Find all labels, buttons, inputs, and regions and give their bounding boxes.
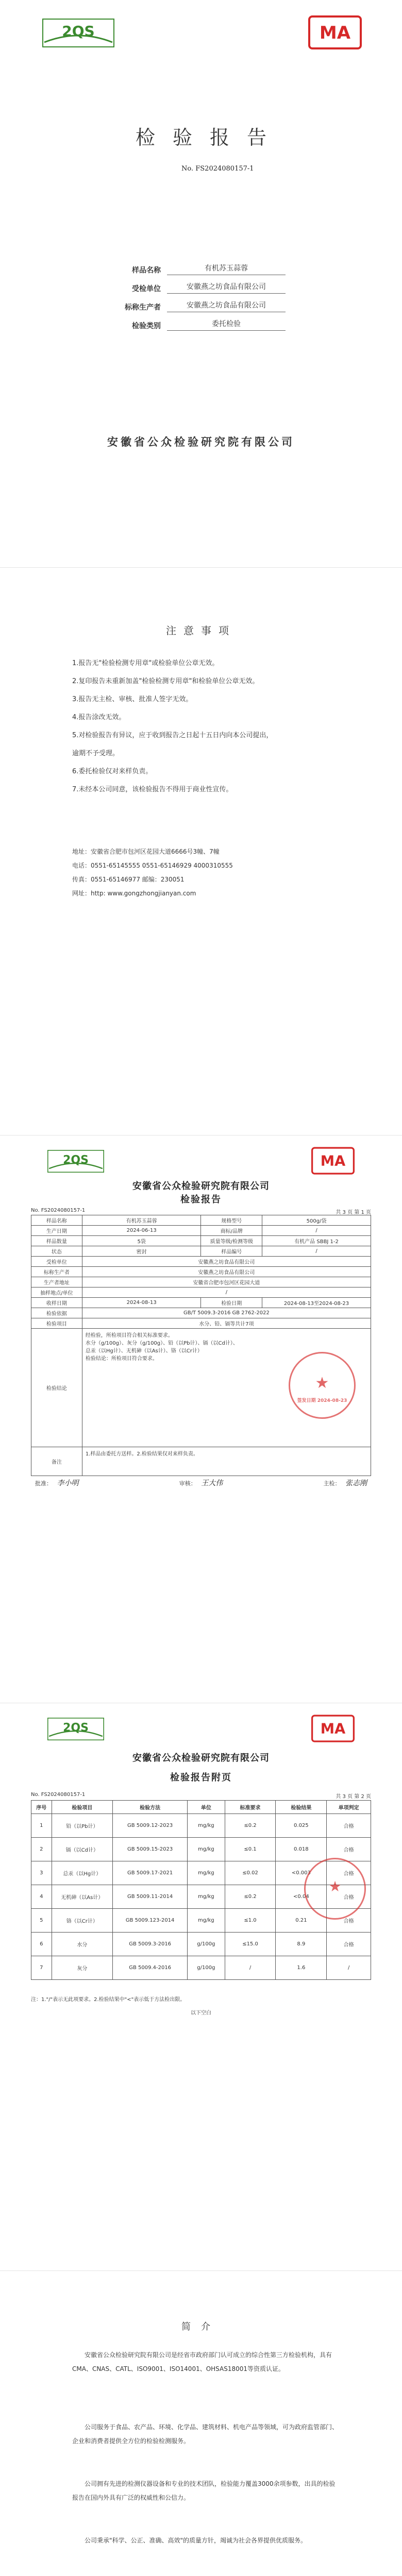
cell-value: 500g/袋 xyxy=(262,1215,371,1226)
cell: 6 xyxy=(31,1933,52,1956)
cma-logo xyxy=(308,15,362,49)
report-no: No. FS2024080157-1 xyxy=(31,1208,86,1213)
table-row xyxy=(31,1838,371,1861)
conclusion-label: 检验结论 xyxy=(31,1329,82,1447)
contact-fax: 传真：0551-65146977 邮编：230051 xyxy=(72,876,185,883)
cell-label: 规格型号 xyxy=(201,1215,262,1226)
cell: 合格 xyxy=(327,1861,371,1885)
cover-field-value: 有机苏玉蒜蓉 xyxy=(167,263,286,275)
contact-address: 地址：安徽省合肥市包河区花园大道6666号3幢、7幢 xyxy=(72,848,220,855)
cell: <0.04 xyxy=(276,1885,327,1909)
report-table xyxy=(31,1215,371,1476)
seal-text: 签发日期 2024-08-23 xyxy=(297,1398,347,1403)
cell-label: 样品名称 xyxy=(31,1215,82,1226)
cover-field-row xyxy=(115,275,286,294)
cell: <0.003 xyxy=(276,1861,327,1885)
cell: 0.018 xyxy=(276,1838,327,1861)
cell-label: 标称生产者 xyxy=(31,1267,82,1277)
cell: 2 xyxy=(31,1838,52,1861)
report-number-label: No. xyxy=(181,165,194,173)
cell-value: 安徽省合肥市包河区花园大道 xyxy=(82,1277,371,1287)
approver-label: 批准： xyxy=(35,1480,52,1487)
table-row xyxy=(31,1318,371,1329)
report-number xyxy=(181,165,254,173)
column-header: 检验方法 xyxy=(113,1801,188,1814)
cell: GB 5009.15-2023 xyxy=(113,1838,188,1861)
page-indicator: 共 3 页 第 2 页 xyxy=(336,1794,371,1800)
note-item: 3.报告无主检、审核、批准人签字无效。 xyxy=(72,696,193,703)
column-header: 单项判定 xyxy=(327,1801,371,1814)
table-row xyxy=(31,1308,371,1318)
reviewer-signature: 王大伟 xyxy=(201,1479,223,1487)
intro-page xyxy=(0,2271,402,2576)
remarks-row xyxy=(31,1447,371,1476)
cell: mg/kg xyxy=(188,1909,225,1933)
cell: 4 xyxy=(31,1885,52,1909)
intro-paragraph: 公司服务于食品、农产品、环境、化学品、建筑材料、机电产品等领域，可为政府监管部门、企业和消费者提供全方位的检验检测服务。 xyxy=(72,2424,339,2445)
intro-paragraph: 公司秉承"科学、公正、准确、高效"的质量方针，竭诚为社会各界提供优质服务。 xyxy=(85,2537,307,2544)
cell: GB 5009.12-2023 xyxy=(113,1814,188,1838)
table-row xyxy=(31,1267,371,1277)
official-seal xyxy=(289,1352,356,1419)
remarks-label: 备注 xyxy=(31,1447,82,1476)
intro-paragraph: 公司拥有先进的检测仪器设备和专业的技术团队，检验能力覆盖3000余项参数，出具的检验报告在国内外具有广泛的权威性和公信力。 xyxy=(72,2480,336,2501)
cell-value: / xyxy=(82,1287,371,1298)
cell-label: 收样日期 xyxy=(31,1298,82,1308)
cell: mg/kg xyxy=(188,1814,225,1838)
company-logo xyxy=(47,1718,104,1740)
cell-label: 生产日期 xyxy=(31,1226,82,1236)
cell-label: 质量等级/检测等级 xyxy=(201,1236,262,1246)
cover-field-row xyxy=(115,294,286,312)
cell: 5 xyxy=(31,1909,52,1933)
cell: 铬（以Cr计） xyxy=(52,1909,113,1933)
notes-title: 注意事项 xyxy=(166,624,236,637)
cell-value: / xyxy=(262,1246,371,1257)
intro-paragraph: 安徽省公众检验研究院有限公司是经省市政府部门认可成立的综合性第三方检验机构，具有CMA、CNAS、CATL、ISO9001、ISO14001、OHSAS18001等资质认证。 xyxy=(72,2351,332,2372)
cover-field-label: 标称生产者 xyxy=(125,303,161,312)
report-page xyxy=(0,1136,402,1703)
cell: ≤1.0 xyxy=(225,1909,276,1933)
cover-field-value: 安徽燕之坊食品有限公司 xyxy=(167,281,286,294)
cell: GB 5009.123-2014 xyxy=(113,1909,188,1933)
notes-list xyxy=(72,654,340,799)
table-row xyxy=(31,1814,371,1838)
cover-field-row xyxy=(115,257,286,275)
cell: GB 5009.4-2016 xyxy=(113,1956,188,1980)
cover-fields xyxy=(115,257,286,331)
cell-value: 密封 xyxy=(82,1246,201,1257)
column-header: 序号 xyxy=(31,1801,52,1814)
cover-field-label: 受检单位 xyxy=(132,285,161,293)
cell-label: 商标/品牌 xyxy=(201,1226,262,1236)
cell: GB 5009.3-2016 xyxy=(113,1933,188,1956)
contact-website: 网址：http: www.gongzhongjianyan.com xyxy=(72,890,196,897)
cell-label: 检验依据 xyxy=(31,1308,82,1318)
report-meta xyxy=(31,1208,371,1215)
cell: 镉（以Cd计） xyxy=(52,1838,113,1861)
signature-row xyxy=(35,1478,367,1488)
cell: 总汞（以Hg计） xyxy=(52,1861,113,1885)
cell: ≤0.2 xyxy=(225,1814,276,1838)
cell-label: 检验项目 xyxy=(31,1318,82,1329)
note-item: 7.未经本公司同意，该检验报告不得用于商业性宣传。 xyxy=(72,786,233,793)
contact-block xyxy=(72,845,340,901)
inspector xyxy=(324,1478,367,1488)
column-header: 单位 xyxy=(188,1801,225,1814)
table-row xyxy=(31,1956,371,1980)
cover-organization: 安徽省公众检验研究院有限公司 xyxy=(107,436,295,448)
table-row xyxy=(31,1236,371,1246)
remarks-cell: 1.样品由委托方送样。2.检验结果仅对来样负责。 xyxy=(82,1447,371,1476)
report-number-value: FS2024080157-1 xyxy=(195,165,254,173)
table-row xyxy=(31,1226,371,1236)
table-row xyxy=(31,1277,371,1287)
cell: 1.6 xyxy=(276,1956,327,1980)
attachment-page xyxy=(0,1703,402,2271)
table-row xyxy=(31,1933,371,1956)
cell-value: 有机产品 SBBJ 1-2 xyxy=(262,1236,371,1246)
cell-label: 样品数量 xyxy=(31,1236,82,1246)
cell: 水分 xyxy=(52,1933,113,1956)
cell: 合格 xyxy=(327,1933,371,1956)
cover-title: 检验报告 xyxy=(135,126,284,149)
cell: ≤0.1 xyxy=(225,1838,276,1861)
note-item: 2.复印报告未重新加盖"检验检测专用章"和检验单位公章无效。 xyxy=(72,677,259,685)
cell: 3 xyxy=(31,1861,52,1885)
cell: 0.21 xyxy=(276,1909,327,1933)
table-row xyxy=(31,1257,371,1267)
conclusion-line: 检验结论：所检项目符合要求。 xyxy=(85,1356,158,1362)
reviewer xyxy=(179,1478,223,1488)
cover-field-value: 安徽燕之坊食品有限公司 xyxy=(167,300,286,312)
cell: 合格 xyxy=(327,1909,371,1933)
cell-label: 受检单位 xyxy=(31,1257,82,1267)
seal-star-icon: ★ xyxy=(315,1374,329,1392)
cell: 铅（以Pb计） xyxy=(52,1814,113,1838)
cell-label: 抽样地点/单位 xyxy=(31,1287,82,1298)
cell: 合格 xyxy=(327,1838,371,1861)
cover-field-row xyxy=(115,312,286,331)
table-header-row xyxy=(31,1801,371,1814)
cell-value: 安徽燕之坊食品有限公司 xyxy=(82,1257,371,1267)
cell: mg/kg xyxy=(188,1861,225,1885)
note-item: 6.委托检验仅对来样负责。 xyxy=(72,768,153,775)
company-logo xyxy=(42,19,114,47)
logo-left-text: 2QS xyxy=(62,23,95,40)
attachment-end: 以下空白 xyxy=(191,2010,211,2016)
cover-field-label: 检验类别 xyxy=(132,322,161,330)
column-header: 标准要求 xyxy=(225,1801,276,1814)
attachment-subtitle: 检验报告附页 xyxy=(170,1772,232,1783)
cell: ≤0.02 xyxy=(225,1861,276,1885)
cell: GB 5009.17-2021 xyxy=(113,1861,188,1885)
cell: 0.025 xyxy=(276,1814,327,1838)
cell: g/100g xyxy=(188,1956,225,1980)
attachment-company: 安徽省公众检验研究院有限公司 xyxy=(132,1753,270,1764)
cell: g/100g xyxy=(188,1933,225,1956)
cell-label: 检验日期 xyxy=(201,1298,262,1308)
note-item: 1.报告无"检验检测专用章"或检验单位公章无效。 xyxy=(72,659,219,667)
reviewer-label: 审核： xyxy=(179,1480,196,1487)
cell-value: GB/T 5009.3-2016 GB 2762-2022 xyxy=(82,1308,371,1318)
cell-label: 样品编号 xyxy=(201,1246,262,1257)
cell: GB 5009.11-2014 xyxy=(113,1885,188,1909)
conclusion-line: 经检验，所检项目符合相关标准要求。 xyxy=(85,1333,173,1338)
attachment-no: No. FS2024080157-1 xyxy=(31,1792,86,1798)
page-indicator: 共 3 页 第 1 页 xyxy=(336,1210,371,1215)
logo-right-text: MA xyxy=(319,23,351,43)
cell: ≤15.0 xyxy=(225,1933,276,1956)
note-item: 逾期不予受理。 xyxy=(72,750,120,757)
cell: 8.9 xyxy=(276,1933,327,1956)
cell-value: 安徽燕之坊食品有限公司 xyxy=(82,1267,371,1277)
table-row xyxy=(31,1215,371,1226)
conclusion-line: 总汞（以Hg计）、无机砷（以As计）、铬（以Cr计） xyxy=(85,1348,203,1354)
approver xyxy=(35,1478,79,1488)
report-subtitle: 检验报告 xyxy=(180,1194,222,1205)
attachment-note: 注：1."/"表示无此项要求。2.检验结果中"<"表示低于方法检出限。 xyxy=(31,1997,186,2003)
conclusion-line: 水分（g/100g）、灰分（g/100g）、铅（以Pb计）、镉（以Cd计）、 xyxy=(85,1341,238,1346)
column-header: 检验项目 xyxy=(52,1801,113,1814)
cell: 7 xyxy=(31,1956,52,1980)
seal-star-icon: ★ xyxy=(328,1878,342,1895)
report-company: 安徽省公众检验研究院有限公司 xyxy=(132,1181,270,1192)
table-row xyxy=(31,1298,371,1308)
cell: mg/kg xyxy=(188,1885,225,1909)
inspector-label: 主检： xyxy=(323,1480,341,1487)
table-row xyxy=(31,1246,371,1257)
notes-page xyxy=(0,568,402,1136)
cma-logo xyxy=(311,1147,355,1175)
logo-right-text: MA xyxy=(320,1721,346,1737)
column-header: 检验结果 xyxy=(276,1801,327,1814)
logo-left-text: 2QS xyxy=(63,1154,89,1167)
intro-title: 简介 xyxy=(181,2321,221,2332)
attachment-meta xyxy=(31,1792,371,1800)
cma-logo xyxy=(311,1715,355,1742)
note-item: 4.报告涂改无效。 xyxy=(72,714,126,721)
cell: 无机砷（以As计） xyxy=(52,1885,113,1909)
inspector-signature: 张志刚 xyxy=(345,1479,367,1487)
cell-label: 生产者地址 xyxy=(31,1277,82,1287)
contact-phone: 电话：0551-65145555 0551-65146929 4000310555 xyxy=(72,862,233,869)
cell: / xyxy=(327,1956,371,1980)
approver-signature: 李小明 xyxy=(57,1479,79,1487)
cell-value: / xyxy=(262,1226,371,1236)
cell: / xyxy=(225,1956,276,1980)
cell-value: 有机苏玉蒜蓉 xyxy=(82,1215,201,1226)
cell: 合格 xyxy=(327,1814,371,1838)
cell-value: 2024-08-13 xyxy=(82,1298,201,1308)
cell-value: 5袋 xyxy=(82,1236,201,1246)
cell: 合格 xyxy=(327,1885,371,1909)
official-seal xyxy=(304,1858,366,1920)
cover-field-value: 委托检验 xyxy=(167,318,286,331)
logo-right-text: MA xyxy=(320,1153,346,1170)
company-logo xyxy=(47,1150,104,1173)
cell: mg/kg xyxy=(188,1838,225,1861)
cell-value: 2024-08-13至2024-08-23 xyxy=(262,1298,371,1308)
cell: 1 xyxy=(31,1814,52,1838)
table-row xyxy=(31,1287,371,1298)
cell-value: 2024-06-13 xyxy=(82,1226,201,1236)
cell: ≤0.2 xyxy=(225,1885,276,1909)
cover-field-label: 样品名称 xyxy=(132,266,161,275)
cell-label: 状态 xyxy=(31,1246,82,1257)
cell-value: 水分、铅、镉等共计7项 xyxy=(82,1318,371,1329)
note-item: 5.对检验报告有异议，应于收到报告之日起十五日内向本公司提出， xyxy=(72,732,273,739)
cell: 灰分 xyxy=(52,1956,113,1980)
cover-page xyxy=(0,0,402,568)
logo-left-text: 2QS xyxy=(63,1721,89,1735)
